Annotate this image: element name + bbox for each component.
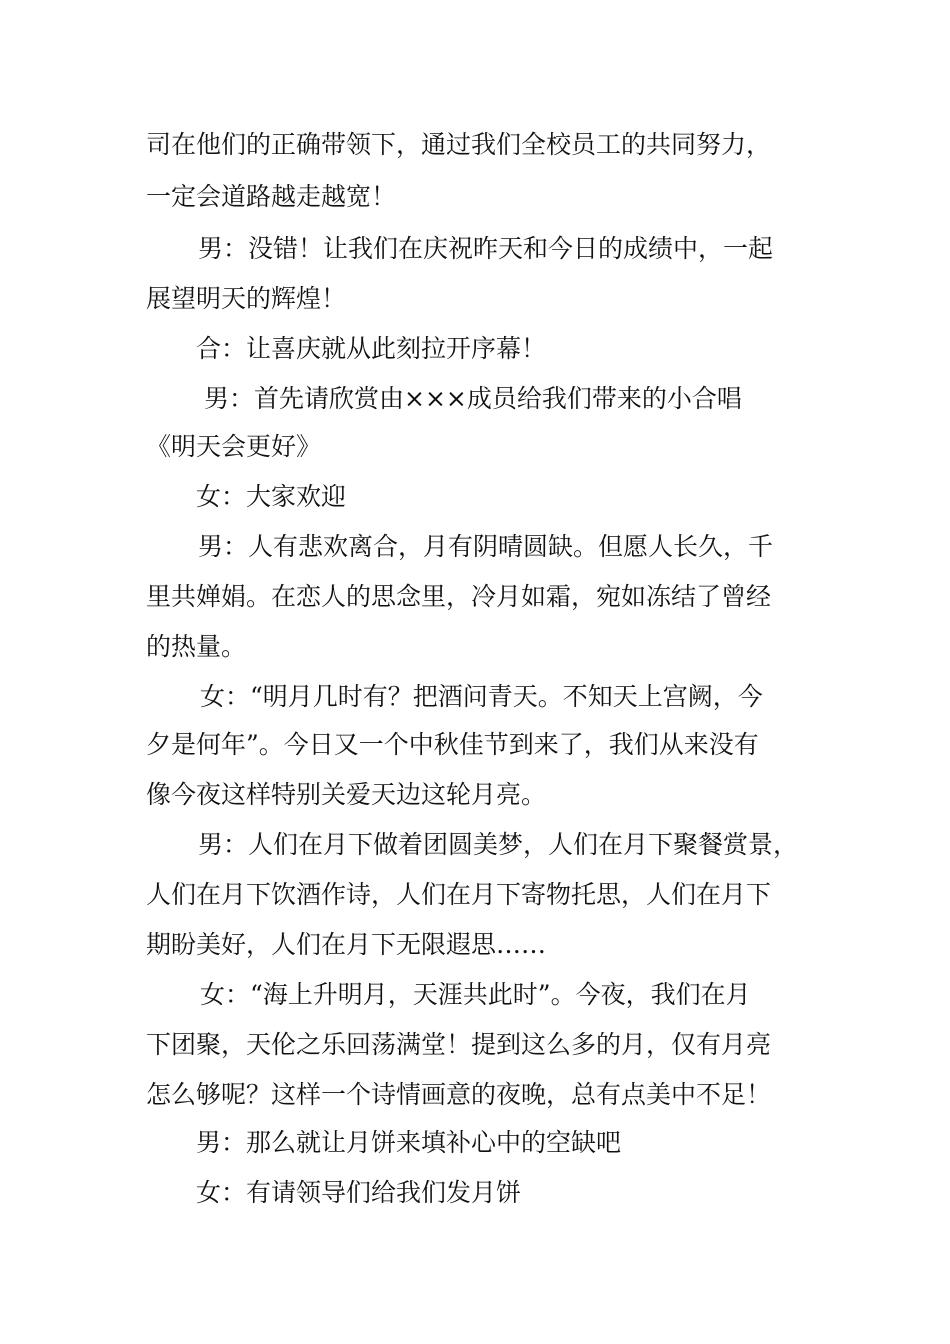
text-line: 女：“明月几时有？把酒问青天。不知天上宫阙，今 bbox=[200, 682, 763, 711]
text-line: 《明天会更好》 bbox=[146, 432, 322, 461]
text-line: 男：人们在月下做着团圆美梦，人们在月下聚餐赏景， bbox=[198, 830, 799, 859]
text-line: 一定会道路越走越宽！ bbox=[146, 182, 397, 211]
text-line: 男：没错！让我们在庆祝昨天和今日的成绩中，一起 bbox=[198, 234, 774, 263]
text-line: 男：人有悲欢离合，月有阴晴圆缺。但愿人长久，千 bbox=[198, 532, 774, 561]
text-line: 女：“海上升明月，天涯共此时”。今夜，我们在月 bbox=[200, 980, 751, 1009]
text-line: 像今夜这样特别关爱天边这轮月亮。 bbox=[146, 780, 547, 809]
text-line: 怎么够呢？这样一个诗情画意的夜晚，总有点美中不足！ bbox=[146, 1080, 772, 1109]
text-line: 男：首先请欣赏由×××成员给我们带来的小合唱 bbox=[204, 384, 742, 413]
text-line: 女：大家欢迎 bbox=[196, 482, 347, 511]
text-line: 人们在月下饮酒作诗，人们在月下寄物托思，人们在月下 bbox=[146, 880, 772, 909]
text-line: 合：让喜庆就从此刻拉开序幕！ bbox=[196, 334, 547, 363]
text-line: 展望明天的辉煌！ bbox=[146, 284, 347, 313]
text-line: 下团聚，天伦之乐回荡满堂！提到这么多的月，仅有月亮 bbox=[146, 1030, 772, 1059]
text-line: 女：有请领导们给我们发月饼 bbox=[196, 1178, 522, 1207]
text-line: 司在他们的正确带领下，通过我们全校员工的共同努力， bbox=[146, 130, 772, 159]
text-line: 里共婵娟。在恋人的思念里，冷月如霜，宛如冻结了曾经 bbox=[146, 582, 772, 611]
text-line: 男：那么就让月饼来填补心中的空缺吧 bbox=[196, 1128, 622, 1157]
text-line: 的热量。 bbox=[146, 632, 247, 661]
text-line: 夕是何年”。今日又一个中秋佳节到来了，我们从来没有 bbox=[146, 730, 759, 759]
text-line: 期盼美好，人们在月下无限遐思…… bbox=[146, 930, 547, 959]
